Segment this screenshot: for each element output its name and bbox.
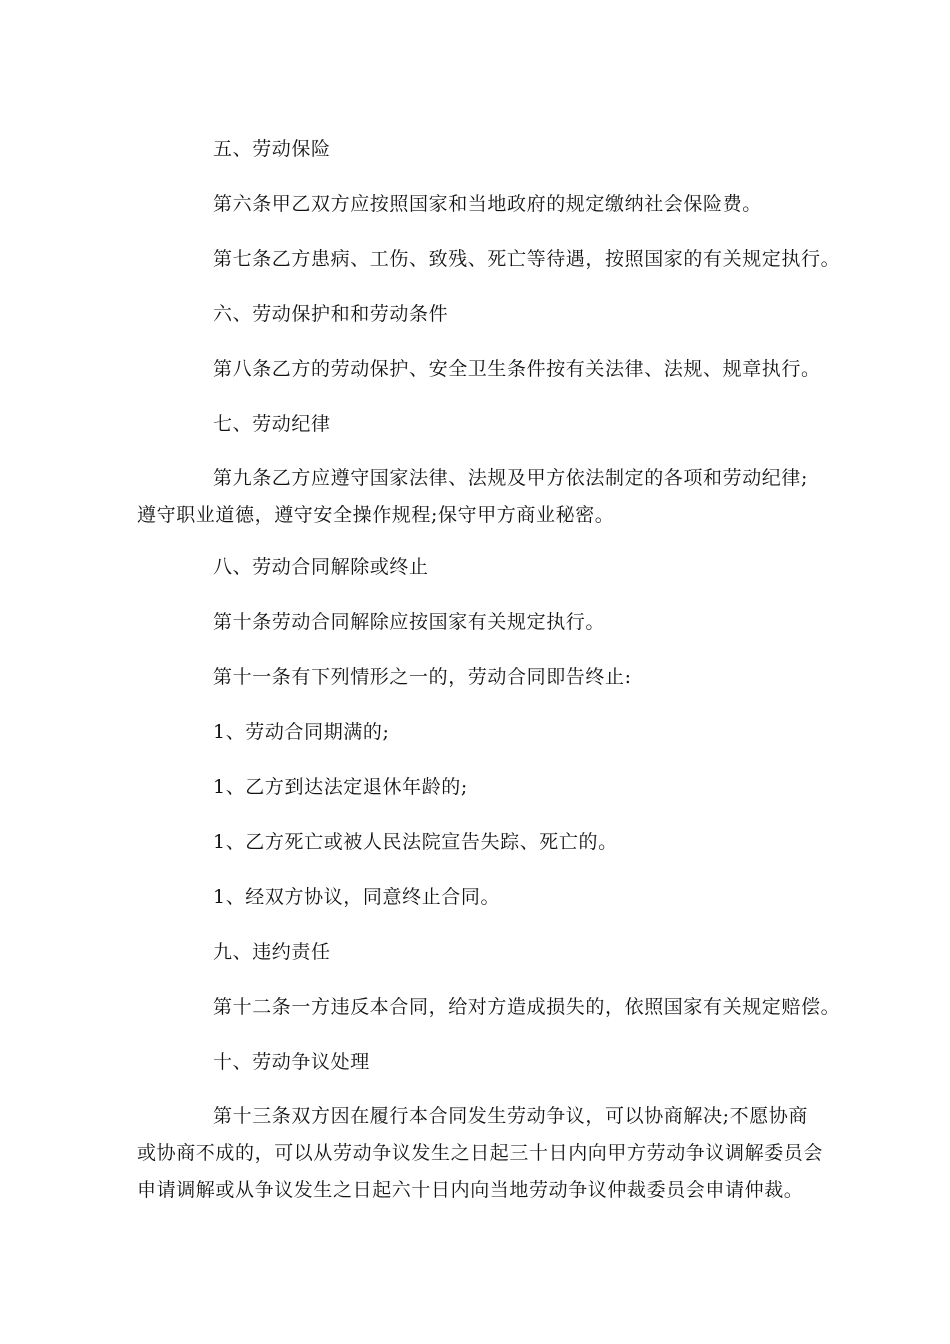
article-9: 第九条乙方应遵守国家法律、法规及甲方依法制定的各项和劳动纪律;遵守职业道德，遵守安全操作规程;保守甲方商业秘密。 xyxy=(137,467,809,526)
article-8: 第八条乙方的劳动保护、安全卫生条件按有关法律、法规、规章执行。 xyxy=(213,358,821,380)
list-item: 1、经双方协议，同意终止合同。 xyxy=(213,886,501,908)
article-12: 第十二条一方违反本合同，给对方造成损失的，依照国家有关规定赔偿。 xyxy=(213,996,841,1018)
section-heading-5: 五、劳动保险 xyxy=(213,138,331,160)
list-item: 1、乙方到达法定退休年龄的; xyxy=(213,776,468,798)
article-10: 第十条劳动合同解除应按国家有关规定执行。 xyxy=(213,611,606,633)
list-item: 1、劳动合同期满的; xyxy=(213,721,390,743)
article-13: 第十三条双方因在履行本合同发生劳动争议，可以协商解决;不愿协商或协商不成的，可以从劳动争议发生之日起三十日内向甲方劳动争议调解委员会申请调解或从争议发生之日起六十日内向当地劳动争议仲裁委员会申请仲裁。 xyxy=(137,1105,824,1201)
section-heading-8: 八、劳动合同解除或终止 xyxy=(213,556,429,578)
section-heading-7: 七、劳动纪律 xyxy=(213,413,331,435)
section-heading-6: 六、劳动保护和和劳动条件 xyxy=(213,303,449,325)
article-6: 第六条甲乙双方应按照国家和当地政府的规定缴纳社会保险费。 xyxy=(213,193,762,215)
section-heading-10: 十、劳动争议处理 xyxy=(213,1051,370,1073)
section-heading-9: 九、违约责任 xyxy=(213,941,331,963)
list-item: 1、乙方死亡或被人民法院宣告失踪、死亡的。 xyxy=(213,831,618,853)
article-7: 第七条乙方患病、工伤、致残、死亡等待遇，按照国家的有关规定执行。 xyxy=(213,248,841,270)
article-11: 第十一条有下列情形之一的，劳动合同即告终止: xyxy=(213,666,632,688)
